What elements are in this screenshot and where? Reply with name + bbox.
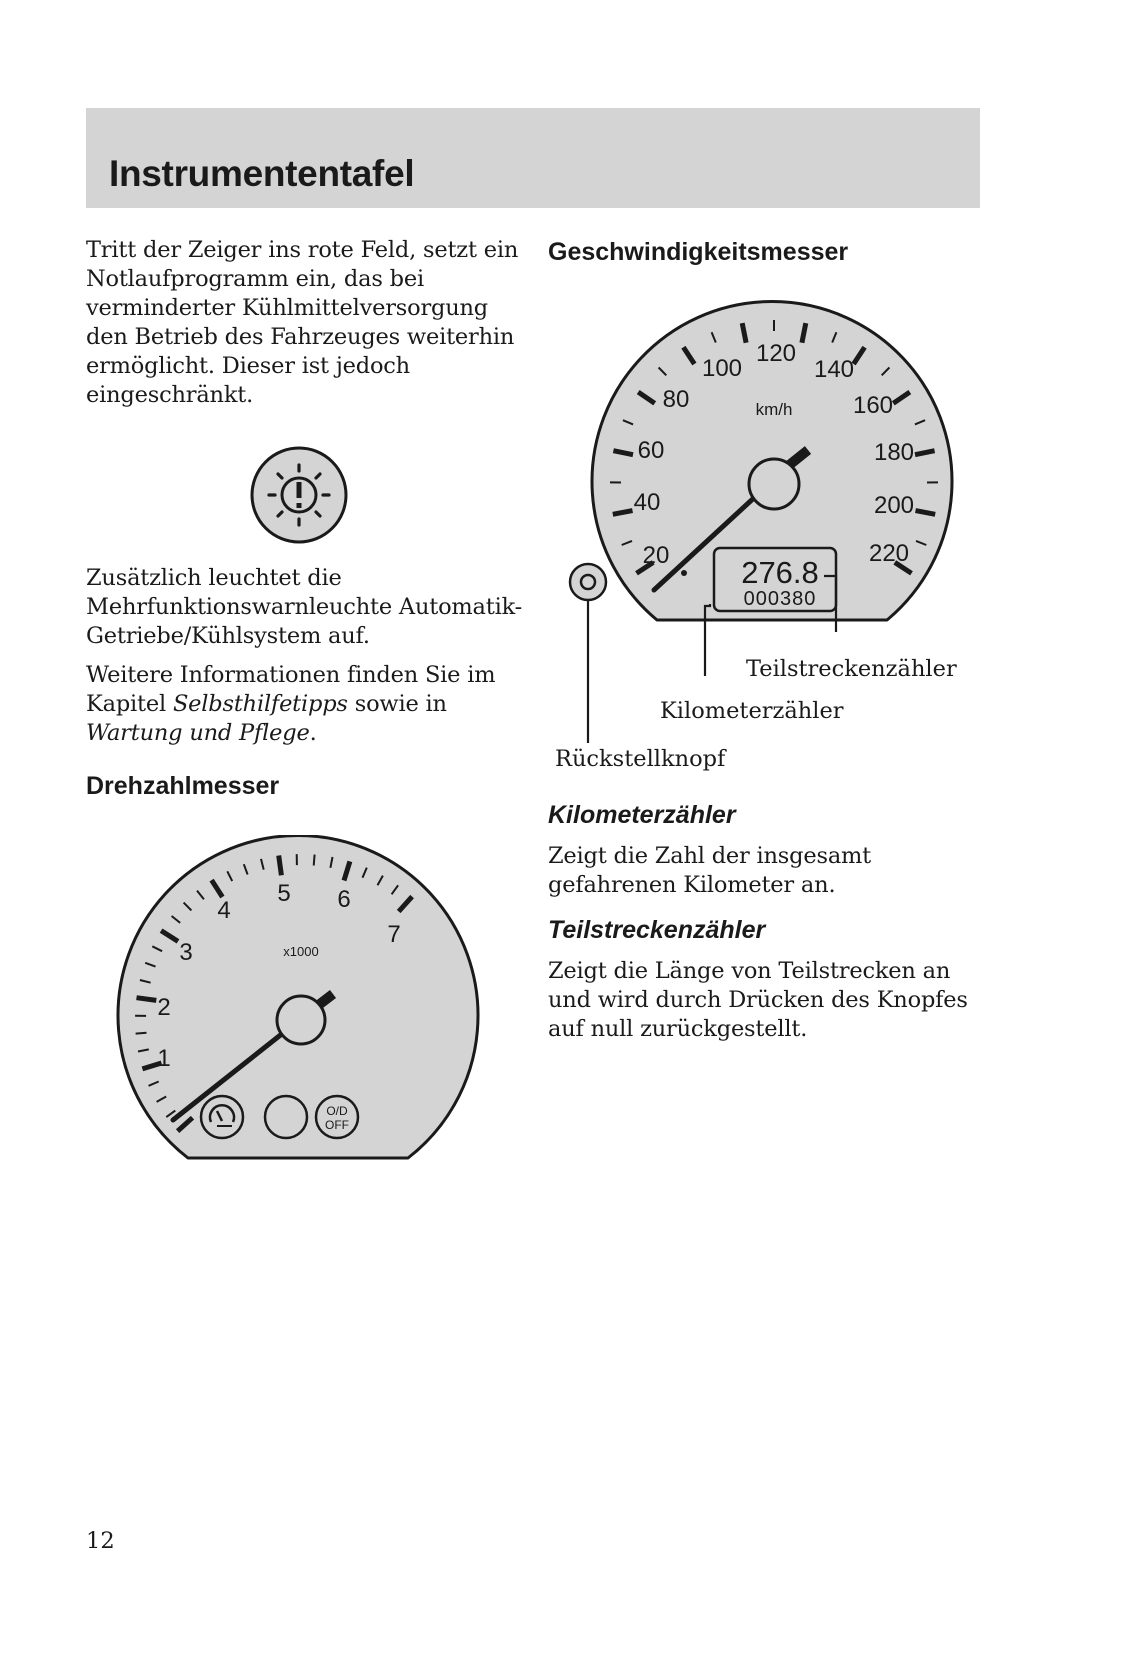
speedometer-hub <box>749 459 799 509</box>
page-number: 12 <box>86 1528 115 1554</box>
tacho-tick <box>136 1033 147 1034</box>
speed-label-140: 140 <box>813 356 855 383</box>
odometer-paragraph: Zeigt die Zahl der insgesamt gefahrenen Kilometer an. <box>548 843 872 898</box>
tacho-label-7: 7 <box>387 921 401 948</box>
speed-label-200: 200 <box>873 492 915 519</box>
odometer-heading: Kilometerzähler <box>548 801 736 829</box>
speed-label-220: 220 <box>868 540 910 567</box>
tacho-tick <box>314 855 315 866</box>
od-line-1: O/D <box>326 1104 348 1118</box>
trip-heading: Teilstreckenzähler <box>548 916 766 944</box>
speed-label-120: 120 <box>755 340 797 367</box>
tacho-tick <box>137 998 157 1001</box>
odometer-callout-label: Kilometerzähler <box>660 698 844 724</box>
more-info-mid: sowie in <box>347 691 447 717</box>
warning-lamp-icon <box>248 444 350 546</box>
reset-callout-label: Rückstellknopf <box>555 746 726 772</box>
ref-wartung-und-pflege: Wartung und Pflege <box>86 720 310 746</box>
tachometer-gauge <box>116 835 482 1170</box>
trip-value: 276.8 <box>741 555 819 590</box>
tacho-unit: x1000 <box>283 944 319 959</box>
more-info-prefix: Weitere Informationen finden Sie im Kapitel <box>86 662 496 717</box>
speed-label-80: 80 <box>662 386 690 413</box>
trip-description <box>548 957 988 1044</box>
cruise-control-icon <box>201 1096 243 1138</box>
odometer-description <box>548 842 988 900</box>
speed-label-20: 20 <box>642 542 670 569</box>
tachometer-hub <box>277 996 325 1044</box>
speedometer-heading: Geschwindigkeitsmesser <box>548 238 849 266</box>
left-column-lower <box>86 564 526 748</box>
tacho-label-5: 5 <box>277 880 291 907</box>
od-off-indicator <box>316 1096 358 1138</box>
more-info-suffix: . <box>309 720 317 746</box>
tachometer-heading: Drehzahlmesser <box>86 772 280 800</box>
tacho-label-1: 1 <box>157 1045 171 1072</box>
speed-label-160: 160 <box>852 392 894 419</box>
tacho-label-4: 4 <box>217 897 231 924</box>
speed-label-60: 60 <box>637 437 665 464</box>
odometer-value: 000380 <box>743 588 817 610</box>
warning-paragraph: Zusätzlich leuchtet die Mehrfunktionswarnleuchte Automatik-Getriebe/Kühlsystem auf. <box>86 565 523 649</box>
speed-label-180: 180 <box>873 439 915 466</box>
page-title: Instrumententafel <box>109 153 415 194</box>
odometer-callout-line <box>705 604 710 676</box>
trip-callout-label: Teilstreckenzähler <box>746 656 957 682</box>
trip-paragraph: Zeigt die Länge von Teilstrecken an und wird durch Drücken des Knopfes auf null zurückgestellt. <box>548 958 968 1042</box>
tacho-label-3: 3 <box>179 939 193 966</box>
tacho-label-2: 2 <box>157 994 171 1021</box>
coolant-paragraph: Tritt der Zeiger ins rote Feld, setzt ein Notlaufprogramm ein, das bei verminderter Kühlmittelversorgung den Betrieb des Fahrzeuges weiterhin ermöglicht. Dieser ist jedoch eingeschränkt. <box>86 237 519 408</box>
speed-label-40: 40 <box>633 489 661 516</box>
ref-selbsthilfetipps: Selbsthilfetipps <box>172 691 348 717</box>
speedometer-unit: km/h <box>755 400 793 419</box>
tacho-tick <box>279 856 282 876</box>
trip-callout-line <box>824 576 836 632</box>
speed-label-100: 100 <box>701 355 743 382</box>
left-column <box>86 236 526 410</box>
reset-knob-icon[interactable] <box>570 564 606 600</box>
more-info-paragraph <box>86 661 526 748</box>
tacho-label-6: 6 <box>337 886 351 913</box>
blank-indicator-lamp <box>265 1096 307 1138</box>
od-line-2: OFF <box>325 1118 349 1132</box>
